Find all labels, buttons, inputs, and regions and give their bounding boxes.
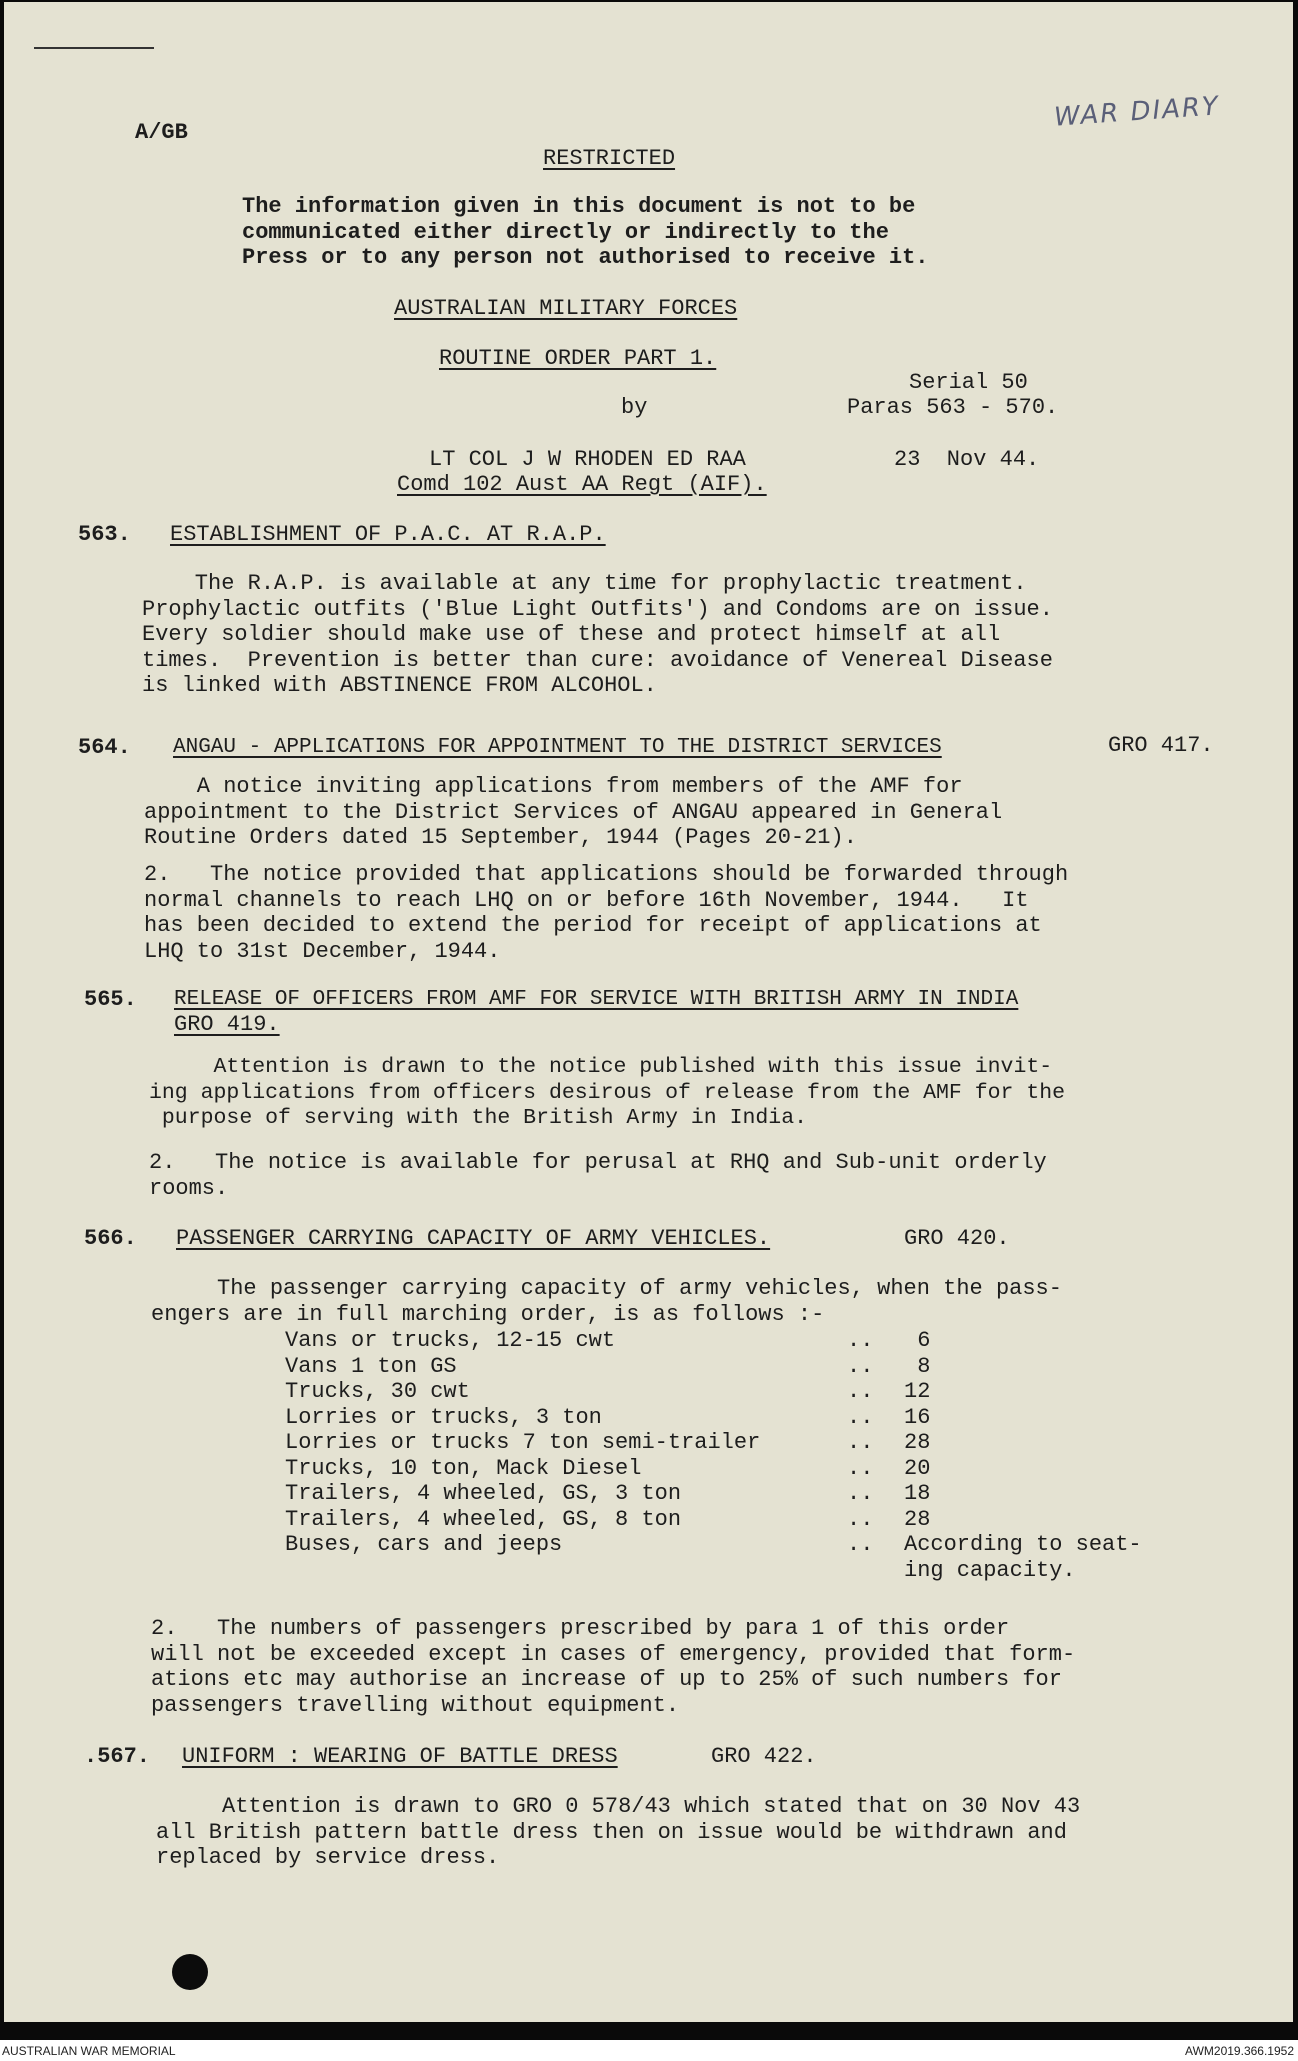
para-body-564-a: A notice inviting applications from members of the AMF for appointment to the District Services of ANGAU appeared in General Routine Orders dated 15 September, 1944 (Pages 20-21). xyxy=(144,774,1003,850)
para-number-566: 566. xyxy=(84,1226,137,1251)
para-title-566: PASSENGER CARRYING CAPACITY OF ARMY VEHICLES. xyxy=(176,1226,771,1251)
serial-number: Serial 50 xyxy=(909,370,1028,395)
para-number-564: 564. xyxy=(78,735,131,760)
para-body-567: Attention is drawn to GRO 0 578/43 which stated that on 30 Nov 43 all British pattern battle dress then on issue would be withdrawn and replaced by service dress. xyxy=(156,1794,1081,1870)
para-title-564: ANGAU - APPLICATIONS FOR APPOINTMENT TO THE DISTRICT SERVICES xyxy=(173,736,942,759)
leader-dots: .. xyxy=(847,1379,874,1404)
vehicle-name: Vans or trucks, 12-15 cwt xyxy=(285,1328,616,1353)
para-body-566-b: 2. The numbers of passengers prescribed by para 1 of this order will not be exceeded except in cases of emergency, provided that form- ations etc may authorise an increase of up to 25% of such numbers for passengers travelling without equipment. xyxy=(151,1616,1076,1718)
vehicle-name: Lorries or trucks 7 ton semi-trailer xyxy=(285,1430,761,1455)
vehicle-name: Trucks, 30 cwt xyxy=(285,1379,470,1404)
footer-accession: AWM2019.366.1952 xyxy=(1185,2044,1294,2058)
order-date: 23 Nov 44. xyxy=(894,447,1040,472)
para-ref-566: GRO 420. xyxy=(904,1226,1010,1251)
handwritten-annotation: WAR DIARY xyxy=(1053,91,1221,133)
vehicle-capacity: 6 xyxy=(904,1328,931,1353)
para-intro-566: The passenger carrying capacity of army vehicles, when the pass- engers are in full marching order, is as follows :- xyxy=(151,1276,1062,1327)
vehicle-name: Trailers, 4 wheeled, GS, 3 ton xyxy=(285,1481,682,1506)
para-body-564-b: 2. The notice provided that applications should be forwarded through normal channels to reach LHQ on or before 16th November, 1944. It has been decided to extend the period for receipt of applications at LHQ to 31st December, 1944. xyxy=(144,862,1069,964)
para-title-567: UNIFORM : WEARING OF BATTLE DRESS xyxy=(182,1744,618,1769)
vehicle-capacity: 8 xyxy=(904,1353,931,1379)
vehicle-capacity: 16 xyxy=(904,1404,931,1430)
order-heading: ROUTINE ORDER PART 1. xyxy=(439,346,717,371)
vehicle-capacity: 28 xyxy=(904,1506,931,1532)
leader-dots: .. xyxy=(847,1506,874,1532)
punch-hole xyxy=(172,1954,208,1990)
para-title-563: ESTABLISHMENT OF P.A.C. AT R.A.P. xyxy=(170,522,606,547)
officer-name: LT COL J W RHODEN ED RAA xyxy=(429,447,746,472)
para-number-565: 565. xyxy=(84,987,137,1012)
security-notice: The information given in this document is not to be communicated either directly or indirectly to the Press or to any person not authorised to receive it. xyxy=(242,194,929,270)
forces-heading: AUSTRALIAN MILITARY FORCES xyxy=(394,296,738,321)
footer-institution: AUSTRALIAN WAR MEMORIAL xyxy=(2,2044,176,2058)
para-number-563: 563. xyxy=(78,522,131,547)
para-body-565-b: 2. The notice is available for perusal at RHQ and Sub-unit orderly rooms. xyxy=(149,1150,1047,1201)
archive-footer xyxy=(0,2040,1298,2061)
by-label: by xyxy=(621,395,648,420)
leader-dots: .. xyxy=(847,1430,874,1455)
command-line: Comd 102 Aust AA Regt (AIF). xyxy=(397,472,767,497)
leader-dots: .. xyxy=(847,1481,874,1506)
vehicle-capacity: According to seat- ing capacity. xyxy=(904,1532,1142,1583)
para-title-565: RELEASE OF OFFICERS FROM AMF FOR SERVICE WITH BRITISH ARMY IN INDIA xyxy=(174,988,1019,1011)
restricted-heading: RESTRICTED xyxy=(543,146,676,171)
para-body-563: The R.A.P. is available at any time for prophylactic treatment. Prophylactic outfits ('Blue Light Outfits') and Condoms are on issue. Every soldier should make use of these and protect himself at all times. Prevention is better than cure: avoidance of Venereal Disease is linked with ABSTINENCE FROM ALCOHOL. xyxy=(142,571,1053,698)
vehicle-name: Vans 1 ton GS xyxy=(285,1353,457,1379)
vehicle-name: Lorries or trucks, 3 ton xyxy=(285,1404,602,1430)
leader-dots: .. xyxy=(847,1404,874,1430)
vehicle-name: Buses, cars and jeeps xyxy=(285,1532,563,1557)
vehicle-name: Trailers, 4 wheeled, GS, 8 ton xyxy=(285,1506,682,1532)
vehicle-capacity: 18 xyxy=(904,1481,931,1506)
para-number-567: .567. xyxy=(84,1744,151,1769)
pencil-mark xyxy=(34,47,154,49)
vehicle-name: Trucks, 10 ton, Mack Diesel xyxy=(285,1455,642,1481)
vehicle-capacity: 28 xyxy=(904,1430,931,1455)
document-page xyxy=(4,2,1293,2022)
para-ref-564: GRO 417. xyxy=(1108,733,1214,758)
vehicle-capacity: 12 xyxy=(904,1379,931,1404)
vehicle-capacity: 20 xyxy=(904,1455,931,1481)
leader-dots: .. xyxy=(847,1532,874,1557)
reference-code: A/GB xyxy=(135,120,188,145)
para-body-565-a: Attention is drawn to the notice published with this issue invit- ing applications from officers desirous of release from the AMF for the purpose of serving with the British Army in India. xyxy=(149,1055,1066,1130)
para-ref-567: GRO 422. xyxy=(711,1744,817,1769)
leader-dots: .. xyxy=(847,1328,874,1353)
leader-dots: .. xyxy=(847,1455,874,1481)
paras-range: Paras 563 - 570. xyxy=(847,395,1059,420)
leader-dots: .. xyxy=(847,1353,874,1379)
para-ref-565: GRO 419. xyxy=(174,1012,280,1037)
